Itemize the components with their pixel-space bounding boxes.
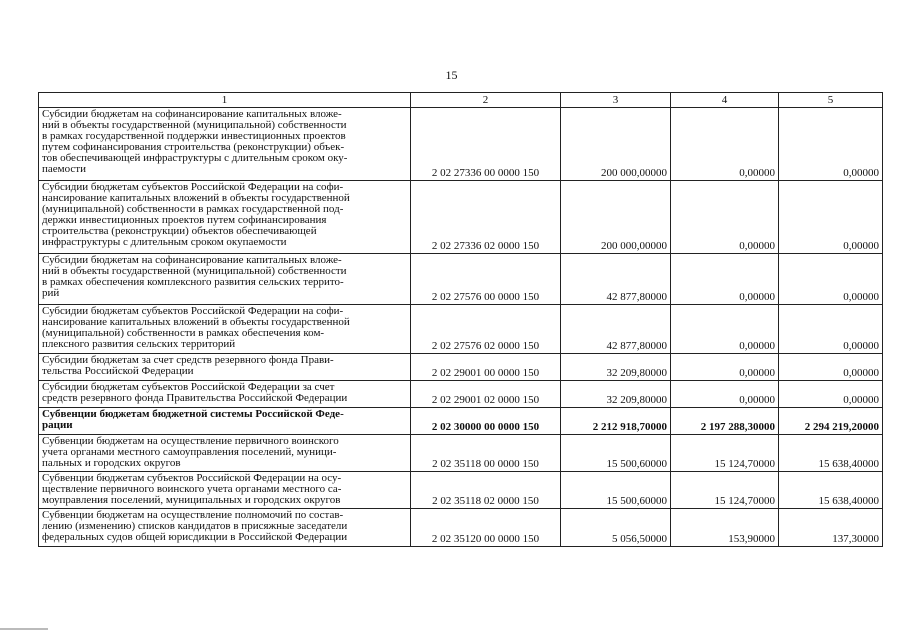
row-value-year1: 32 209,80000 bbox=[561, 381, 671, 408]
row-name-line: плексного развития сельских территорий bbox=[42, 338, 236, 350]
row-name-line: (муниципальной) собственности в рамках государственной под- bbox=[42, 203, 344, 215]
row-name-line: Субсидии бюджетам субъектов Российской Федерации на софи- bbox=[42, 181, 344, 193]
table-row bbox=[39, 354, 883, 381]
row-code: 2 02 35118 02 0000 150 bbox=[411, 472, 561, 509]
row-value-year3: 0,00000 bbox=[779, 354, 883, 381]
row-value-year2: 153,90000 bbox=[671, 509, 779, 547]
row-value-year3: 0,00000 bbox=[779, 254, 883, 305]
row-name-line: Субсидии бюджетам за счет средств резервного фонда Прави- bbox=[42, 354, 334, 366]
column-header: 5 bbox=[779, 93, 883, 108]
row-name-line: пальных и городских округов bbox=[42, 457, 181, 469]
row-name-line: Субвенции бюджетам субъектов Российской Федерации на осу- bbox=[42, 472, 342, 484]
row-name-line: Субсидии бюджетам на софинансирование капитальных вложе- bbox=[42, 254, 342, 266]
row-value-year3: 0,00000 bbox=[779, 181, 883, 254]
row-value-year2: 0,00000 bbox=[671, 305, 779, 354]
row-value-year2: 0,00000 bbox=[671, 181, 779, 254]
table-row bbox=[39, 108, 883, 181]
row-code: 2 02 27336 02 0000 150 bbox=[411, 181, 561, 254]
row-name-line: ний в объекты государственной (муниципальной) собственности bbox=[42, 265, 347, 277]
row-value-year1: 200 000,00000 bbox=[561, 181, 671, 254]
row-value-year2: 0,00000 bbox=[671, 381, 779, 408]
row-name-line: нансирование капитальных вложений в объекты государственной bbox=[42, 316, 350, 328]
row-value-year2: 2 197 288,30000 bbox=[671, 408, 779, 435]
table-row-total bbox=[39, 408, 883, 435]
row-name-line: Субсидии бюджетам субъектов Российской Федерации на софи- bbox=[42, 305, 344, 317]
row-value-year3: 0,00000 bbox=[779, 381, 883, 408]
row-name-line: федеральных судов общей юрисдикции в Российской Федерации bbox=[42, 531, 348, 543]
row-name bbox=[39, 108, 411, 181]
row-code: 2 02 29001 02 0000 150 bbox=[411, 381, 561, 408]
row-name bbox=[39, 472, 411, 509]
row-code: 2 02 27576 00 0000 150 bbox=[411, 254, 561, 305]
row-name bbox=[39, 381, 411, 408]
table-row bbox=[39, 435, 883, 472]
table-row bbox=[39, 305, 883, 354]
row-value-year3: 2 294 219,20000 bbox=[779, 408, 883, 435]
row-name-line: (муниципальной) собственности в рамках обеспечения ком- bbox=[42, 327, 325, 339]
row-name-line: средств резервного фонда Правительства Российской Федерации bbox=[42, 392, 348, 404]
row-value-year2: 15 124,70000 bbox=[671, 472, 779, 509]
row-name-line: рации bbox=[42, 419, 73, 431]
column-header: 4 bbox=[671, 93, 779, 108]
row-name bbox=[39, 435, 411, 472]
row-value-year2: 0,00000 bbox=[671, 108, 779, 181]
row-name-line: тов обеспечивающей инфраструктуры с длительным сроком оку- bbox=[42, 152, 348, 164]
row-name-line: держки инвестиционных проектов путем софинансирования bbox=[42, 214, 327, 226]
row-name bbox=[39, 408, 411, 435]
row-name-line: Субсидии бюджетам субъектов Российской Федерации за счет bbox=[42, 381, 335, 393]
row-name-line: инфраструктуры с длительным сроком окупаемости bbox=[42, 236, 287, 248]
row-name-line: ний в объекты государственной (муниципальной) собственности bbox=[42, 119, 347, 131]
row-value-year3: 15 638,40000 bbox=[779, 435, 883, 472]
table-row bbox=[39, 381, 883, 408]
row-name-line: лению (изменению) списков кандидатов в присяжные заседатели bbox=[42, 520, 348, 532]
row-name-line: строительства (реконструкции) объектов обеспечивающей bbox=[42, 225, 317, 237]
row-value-year2: 0,00000 bbox=[671, 254, 779, 305]
row-value-year1: 5 056,50000 bbox=[561, 509, 671, 547]
row-name-line: Субвенции бюджетам на осуществление полномочий по состав- bbox=[42, 509, 344, 521]
row-name-line: в рамках обеспечения комплексного развития сельских террито- bbox=[42, 276, 344, 288]
row-name-line: нансирование капитальных вложений в объекты государственной bbox=[42, 192, 350, 204]
page-number: 15 bbox=[445, 68, 458, 82]
row-name-line: ществление первичного воинского учета органами местного са- bbox=[42, 483, 342, 495]
budget-table bbox=[38, 92, 883, 547]
row-value-year1: 200 000,00000 bbox=[561, 108, 671, 181]
row-name bbox=[39, 509, 411, 547]
row-name bbox=[39, 305, 411, 354]
table-row bbox=[39, 181, 883, 254]
row-name-line: Субвенции бюджетам на осуществление первичного воинского bbox=[42, 435, 339, 447]
row-value-year1: 42 877,80000 bbox=[561, 254, 671, 305]
row-name-line: рий bbox=[42, 287, 60, 299]
table-row bbox=[39, 509, 883, 547]
row-value-year1: 2 212 918,70000 bbox=[561, 408, 671, 435]
row-code: 2 02 30000 00 0000 150 bbox=[411, 408, 561, 435]
row-name-line: тельства Российской Федерации bbox=[42, 365, 194, 377]
row-name-line: учета органами местного самоуправления поселений, муници- bbox=[42, 446, 337, 458]
row-value-year3: 0,00000 bbox=[779, 108, 883, 181]
row-name bbox=[39, 181, 411, 254]
row-name-line: паемости bbox=[42, 163, 86, 175]
row-value-year3: 15 638,40000 bbox=[779, 472, 883, 509]
row-name-line: Субсидии бюджетам на софинансирование капитальных вложе- bbox=[42, 108, 342, 120]
row-value-year2: 15 124,70000 bbox=[671, 435, 779, 472]
row-code: 2 02 35120 00 0000 150 bbox=[411, 509, 561, 547]
scan-edge-mark bbox=[0, 628, 48, 630]
row-name bbox=[39, 254, 411, 305]
table-row bbox=[39, 472, 883, 509]
table-header-row bbox=[39, 93, 883, 108]
column-header: 1 bbox=[39, 93, 411, 108]
row-value-year1: 32 209,80000 bbox=[561, 354, 671, 381]
row-name-line: моуправления поселений, муниципальных и городских округов bbox=[42, 494, 341, 506]
row-code: 2 02 29001 00 0000 150 bbox=[411, 354, 561, 381]
row-name-line: в рамках государственной поддержки инвестиционных проектов bbox=[42, 130, 346, 142]
row-value-year1: 42 877,80000 bbox=[561, 305, 671, 354]
row-value-year1: 15 500,60000 bbox=[561, 472, 671, 509]
column-header: 2 bbox=[411, 93, 561, 108]
row-value-year1: 15 500,60000 bbox=[561, 435, 671, 472]
row-name-line: Субвенции бюджетам бюджетной системы Российской Феде- bbox=[42, 408, 344, 420]
row-value-year2: 0,00000 bbox=[671, 354, 779, 381]
table-row bbox=[39, 254, 883, 305]
column-header: 3 bbox=[561, 93, 671, 108]
row-name-line: путем софинансирования строительства (реконструкции) объек- bbox=[42, 141, 345, 153]
row-name bbox=[39, 354, 411, 381]
row-code: 2 02 27336 00 0000 150 bbox=[411, 108, 561, 181]
row-code: 2 02 35118 00 0000 150 bbox=[411, 435, 561, 472]
row-value-year3: 137,30000 bbox=[779, 509, 883, 547]
row-value-year3: 0,00000 bbox=[779, 305, 883, 354]
row-code: 2 02 27576 02 0000 150 bbox=[411, 305, 561, 354]
